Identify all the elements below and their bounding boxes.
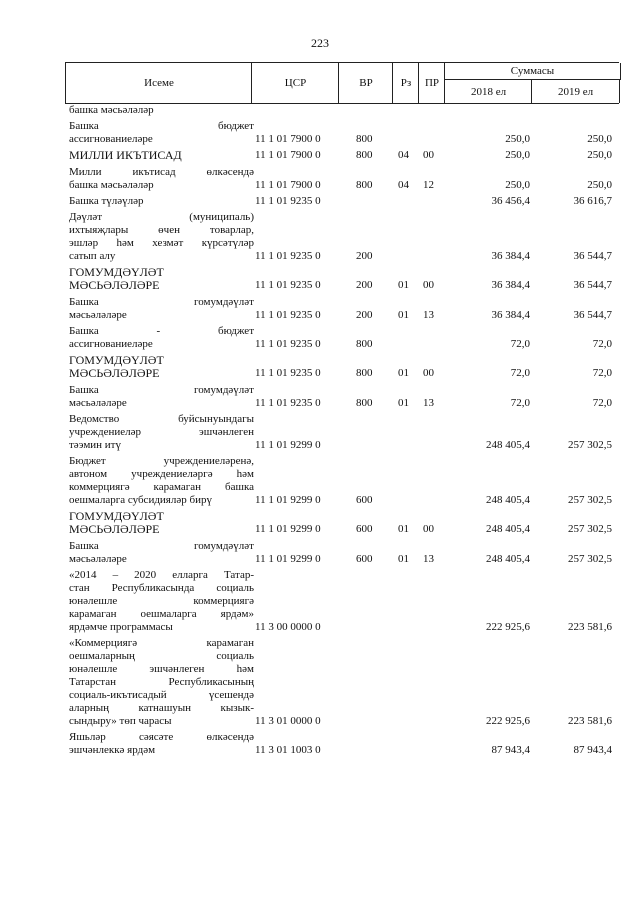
row-name [69,569,254,634]
row-rz: 01 [398,523,409,535]
row-sum-2018: 36 456,4 [491,195,530,207]
row-sum-2019: 72,0 [592,397,612,409]
row-rz: 01 [398,309,409,321]
row-sum-2019: 257 302,5 [568,523,612,535]
row-sum-2019: 257 302,5 [568,439,612,451]
row-pr: 13 [423,309,434,321]
row-name-line: мәсьәләләре [69,553,127,565]
row-name [69,455,254,507]
row-sum-2018: 36 384,4 [491,309,530,321]
page-number: 223 [311,36,329,50]
row-name-line: Башка - бюджет [69,325,254,337]
row-name [69,149,254,162]
row-name-line: Яшьләр сәясәте өлкәсендә [69,731,254,743]
row-name-line: эшчәнлеккә ярдәм [69,744,156,756]
row-sum-2018: 250,0 [505,133,530,145]
row-sum-2018: 36 384,4 [491,250,530,262]
row-rz: 01 [398,279,409,291]
row-rz: 01 [398,397,409,409]
row-name-line: башка мәсьәләләр [69,104,154,116]
row-sum-2019: 223 581,6 [568,621,612,633]
row-name-line: МӘСЬӘЛӘЛӘРЕ [69,522,160,536]
row-name-line: коммерциягә карамаган башка [69,481,254,493]
row-sum-2018: 248 405,4 [486,553,530,565]
row-name-line: «Коммерциягә карамаган [69,637,254,649]
row-name-line: юнәлешле коммерциягә [69,595,254,607]
row-sum-2018: 72,0 [510,338,530,350]
row-sum-2019: 257 302,5 [568,553,612,565]
row-name-line: ярдәмче программасы [69,621,173,633]
row-sum-2018: 248 405,4 [486,439,530,451]
row-name-line: ассигнованиеләре [69,338,153,350]
row-vr: 800 [356,367,373,379]
row-name-line: мәсьәләләре [69,309,127,321]
row-name-line: тәэмин итү [69,439,121,451]
row-csr: 11 1 01 9299 0 [255,494,321,506]
row-sum-2019: 72,0 [592,338,612,350]
row-name-line: Башка бюджет [69,120,254,132]
row-name-line: ихтыяҗлары өчен товарлар, [69,224,254,236]
row-name-line: автоном учреждениеләргә һәм [69,468,254,480]
row-name [69,195,254,208]
row-sum-2018: 222 925,6 [486,715,530,727]
row-name-line: оешмаларга субсидияләр бирү [69,494,212,506]
row-name [69,296,254,322]
row-name [69,325,254,351]
row-sum-2019: 36 544,7 [573,309,612,321]
row-csr: 11 1 01 9235 0 [255,338,321,350]
row-rz: 01 [398,367,409,379]
row-name [69,540,254,566]
row-pr: 13 [423,553,434,565]
row-sum-2018: 72,0 [510,367,530,379]
row-name-line: мәсьәләләре [69,397,127,409]
row-name-line: ассигнованиеләре [69,133,153,145]
row-name-line: аларның катнашуын кызык- [69,702,254,714]
row-csr: 11 1 01 9299 0 [255,553,321,565]
header-pr: ПР [418,63,445,103]
row-name-line: эшләр һәм хезмәт күрсәтүләр [69,237,254,249]
row-csr: 11 1 01 9235 0 [255,367,321,379]
row-vr: 800 [356,179,373,191]
row-pr: 13 [423,397,434,409]
row-csr: 11 1 01 9235 0 [255,279,321,291]
row-sum-2019: 257 302,5 [568,494,612,506]
row-vr: 800 [356,338,373,350]
row-name [69,266,254,292]
header-name: Исеме [65,63,252,103]
row-name-line: социаль-икътисадый үсешендә [69,689,254,701]
row-vr: 200 [356,309,373,321]
row-vr: 200 [356,250,373,262]
row-name-line: Ведомство буйсынуындагы [69,413,254,425]
row-sum-2019: 87 943,4 [573,744,612,756]
row-pr: 00 [423,367,434,379]
row-name-line: башка мәсьәләләр [69,179,154,191]
row-vr: 200 [356,279,373,291]
row-csr: 11 3 01 0000 0 [255,715,321,727]
row-vr: 600 [356,553,373,565]
row-name [69,413,254,452]
row-csr: 11 1 01 7900 0 [255,149,321,161]
row-pr: 00 [423,279,434,291]
row-name [69,731,254,757]
row-sum-2019: 250,0 [587,149,612,161]
row-sum-2019: 250,0 [587,133,612,145]
row-csr: 11 3 00 0000 0 [255,621,321,633]
row-csr: 11 1 01 7900 0 [255,179,321,191]
row-csr: 11 1 01 9299 0 [255,523,321,535]
header-year-2019: 2019 ел [531,80,620,103]
header-csr: ЦСР [251,63,339,103]
row-sum-2018: 250,0 [505,179,530,191]
row-sum-2019: 36 616,7 [573,195,612,207]
header-year-2018: 2018 ел [444,80,532,103]
row-name-line: Башка гомумдәүләт [69,296,254,308]
row-sum-2019: 223 581,6 [568,715,612,727]
row-vr: 800 [356,397,373,409]
row-name-line: юнәлешле эшчәнлеген һәм [69,663,254,675]
row-sum-2019: 72,0 [592,367,612,379]
row-sum-2019: 36 544,7 [573,250,612,262]
row-name-line: Бюджет учреждениеләренә, [69,455,254,467]
row-csr: 11 3 01 1003 0 [255,744,321,756]
row-csr: 11 1 01 9235 0 [255,195,321,207]
row-vr: 800 [356,149,373,161]
row-name [69,637,254,728]
row-name-line: сындыру» төп чарасы [69,715,172,727]
row-sum-2018: 248 405,4 [486,523,530,535]
row-name-line: сатып алу [69,250,116,262]
row-csr: 11 1 01 9299 0 [255,439,321,451]
row-sum-2018: 248 405,4 [486,494,530,506]
row-name-line: Башка гомумдәүләт [69,384,254,396]
row-name-line: «2014 – 2020 елларга Татар- [69,569,254,581]
row-sum-2019: 250,0 [587,179,612,191]
row-vr: 600 [356,523,373,535]
row-pr: 12 [423,179,434,191]
row-name [69,166,254,192]
row-name-line: МӘСЬӘЛӘЛӘРЕ [69,366,160,380]
row-name-line: оешмаларның социаль [69,650,254,662]
header-vr: ВР [338,63,393,103]
row-rz: 01 [398,553,409,565]
row-name [69,211,254,263]
row-sum-2018: 87 943,4 [491,744,530,756]
row-name-line: учреждениеләр эшчәнлеген [69,426,254,438]
row-sum-2018: 250,0 [505,149,530,161]
row-pr: 00 [423,523,434,535]
row-name [69,354,254,380]
row-rz: 04 [398,179,409,191]
row-sum-2018: 222 925,6 [486,621,530,633]
row-sum-2019: 36 544,7 [573,279,612,291]
row-name [69,104,254,117]
row-sum-2018: 72,0 [510,397,530,409]
header-rz: Рз [392,63,419,103]
row-csr: 11 1 01 9235 0 [255,309,321,321]
row-pr: 00 [423,149,434,161]
row-vr: 800 [356,133,373,145]
row-name-line: Дәүләт (муниципаль) [69,211,254,223]
row-name-line: Башка түләүләр [69,195,144,207]
row-sum-2018: 36 384,4 [491,279,530,291]
row-rz: 04 [398,149,409,161]
row-name-line: карамаган оешмаларга ярдәм» [69,608,254,620]
row-name-line: ГОМУМДӘҮЛӘТ [69,353,164,367]
row-name-line: ГОМУМДӘҮЛӘТ [69,509,164,523]
row-name-line: Башка гомумдәүләт [69,540,254,552]
row-name [69,120,254,146]
row-name [69,510,254,536]
row-name-line: Милли икътисад өлкәсендә [69,166,254,178]
row-csr: 11 1 01 9235 0 [255,397,321,409]
row-name-line: ГОМУМДӘҮЛӘТ [69,265,164,279]
table-header [65,62,619,104]
row-name-line: МӘСЬӘЛӘЛӘРЕ [69,278,160,292]
row-name [69,384,254,410]
row-csr: 11 1 01 9235 0 [255,250,321,262]
row-name-line: Татарстан Республикасының [69,676,254,688]
row-csr: 11 1 01 7900 0 [255,133,321,145]
row-name-line: стан Республикасында социаль [69,582,254,594]
header-sums: Суммасы [444,63,621,80]
row-vr: 600 [356,494,373,506]
row-name-line: МИЛЛИ ИКЪТИСАД [69,148,182,162]
